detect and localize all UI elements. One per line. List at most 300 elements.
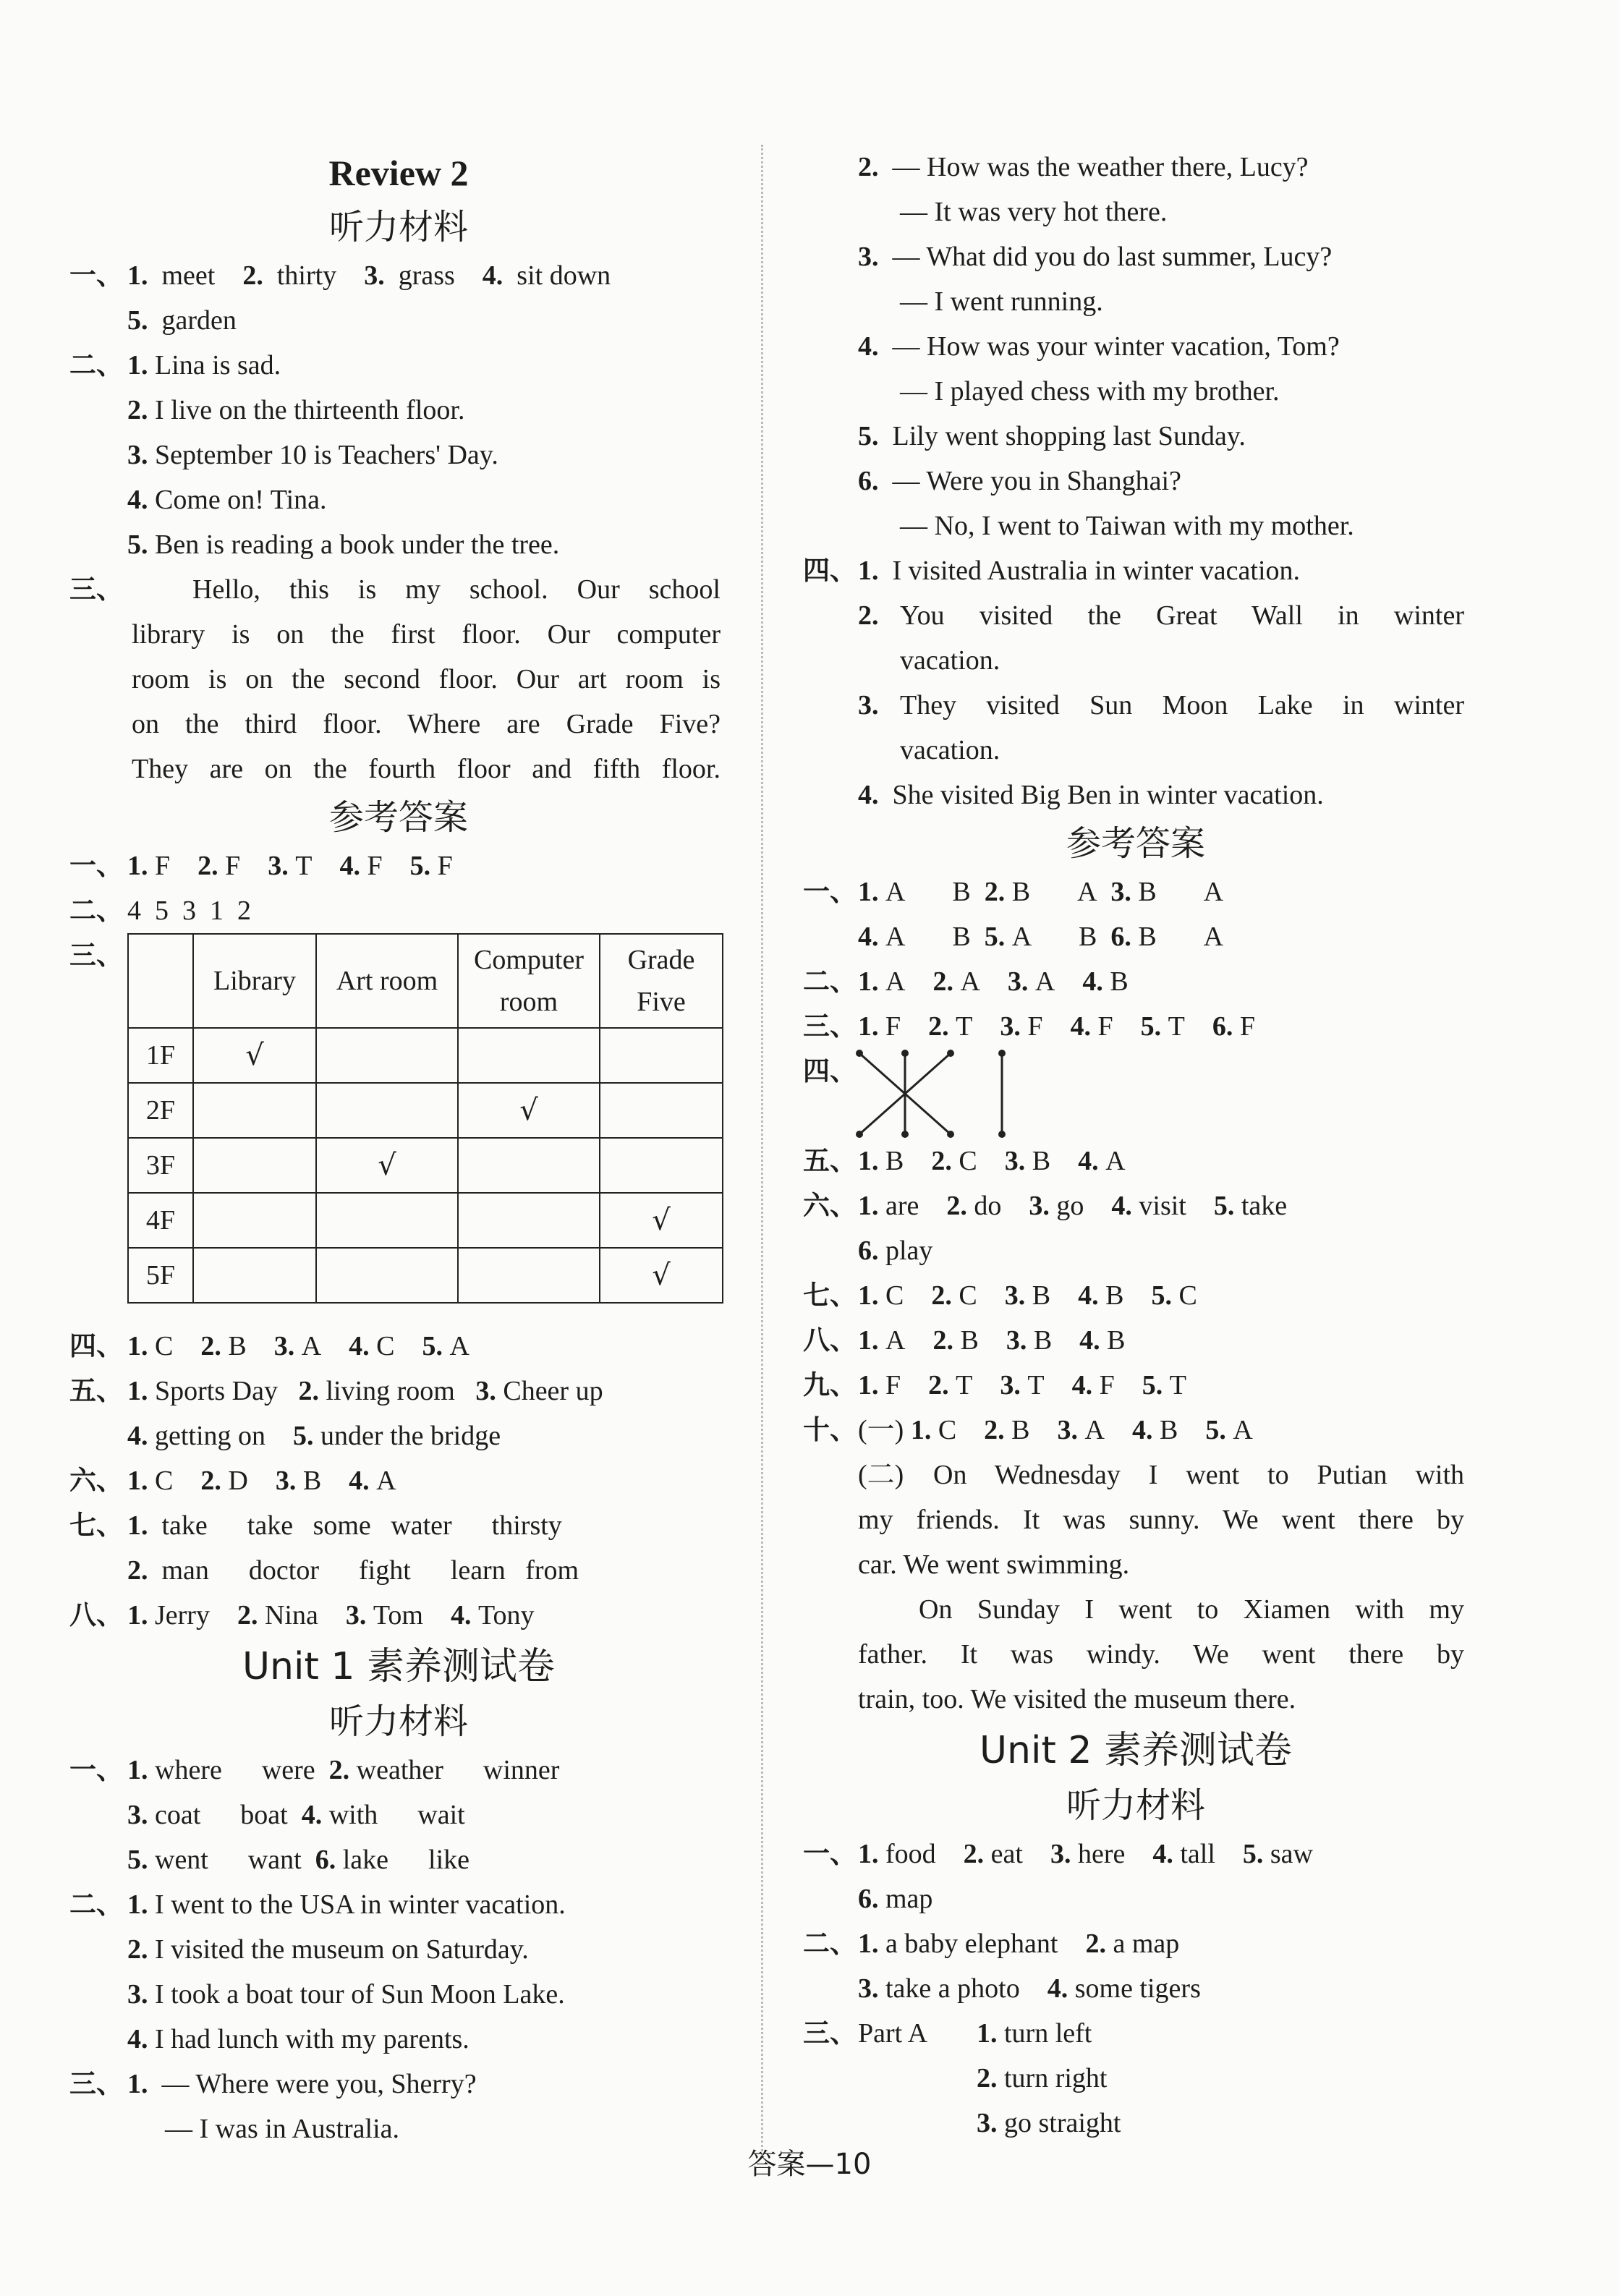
answer-4	[69, 1324, 728, 1369]
section-label: 二、	[803, 1928, 857, 1959]
section-3-line	[69, 702, 728, 747]
item-number: 2.	[858, 600, 879, 631]
answer-value: getting on	[155, 1421, 266, 1451]
section-label: 三、	[69, 574, 123, 605]
answer-value: go	[1056, 1191, 1084, 1221]
match-dot	[947, 1050, 954, 1057]
item-number: 3.	[1110, 877, 1131, 907]
check-cell	[193, 1138, 316, 1193]
match-dot	[947, 1131, 954, 1138]
table-row	[128, 1083, 723, 1138]
item-text: Ben is reading a book under the tree.	[155, 530, 560, 560]
item-number: 4.	[1082, 966, 1103, 997]
item-text: a map	[1113, 1929, 1180, 1959]
item-number: 4.	[1078, 1146, 1099, 1176]
answer-4	[803, 1049, 1469, 1139]
section-2-item	[69, 522, 728, 567]
answer-value: A B	[1011, 922, 1097, 952]
check-cell	[600, 1138, 723, 1193]
item-number: 6.	[858, 1236, 879, 1266]
answer-value: Tony	[477, 1600, 535, 1630]
item-number: 3.	[1007, 966, 1029, 997]
item-number: 5.	[984, 922, 1006, 952]
answer-value: T	[956, 1011, 973, 1042]
check-cell	[193, 1083, 316, 1138]
item-text: take a photo	[885, 1973, 1020, 2004]
item-text: eat	[990, 1839, 1023, 1869]
item-number: 6.	[1110, 922, 1131, 952]
answer-value: A	[449, 1331, 469, 1361]
section-4-item	[803, 548, 1469, 593]
item-number: 4.	[301, 1800, 323, 1830]
item-text: Lily went shopping last Sunday.	[892, 421, 1246, 451]
check-cell: √	[600, 1248, 723, 1303]
check-cell	[458, 1028, 600, 1083]
table-row	[128, 1138, 723, 1193]
answer-value: B	[1105, 1280, 1124, 1311]
item-text: You visited the Great Wall in winter	[900, 600, 1464, 631]
match-dot	[998, 1131, 1006, 1138]
item-number: 2.	[931, 1146, 952, 1176]
answer-1	[803, 869, 1469, 914]
answer-value: Tom	[373, 1600, 423, 1630]
table-header: Computer room	[458, 934, 600, 1028]
answer-1	[69, 843, 728, 888]
check-cell: √	[316, 1138, 458, 1193]
answer-value: T	[295, 851, 313, 881]
item-number: 2.	[328, 1755, 350, 1785]
answer-5	[803, 1139, 1469, 1183]
answer-value: F	[1099, 1370, 1115, 1400]
answer-value: 4 5 3 1 2	[127, 896, 251, 926]
answer-value: F	[1097, 1011, 1113, 1042]
unit1-listening-title: 听力材料	[328, 1701, 468, 1742]
answer-value: Nina	[264, 1600, 318, 1630]
item-text: Lina is sad.	[155, 350, 281, 380]
item-number: 2.	[977, 2063, 998, 2093]
answer-3	[69, 933, 728, 1324]
section-4-item-cont	[803, 638, 1469, 683]
section-label: 八、	[803, 1325, 857, 1356]
answer-value: play	[885, 1236, 933, 1266]
check-cell	[316, 1248, 458, 1303]
column-divider	[761, 145, 763, 2156]
floor-cell: 5F	[128, 1248, 193, 1303]
dialog-question: — How was the weather there, Lucy?	[892, 152, 1309, 182]
item-text: with wait	[328, 1800, 465, 1830]
item-number: 1.	[858, 1280, 879, 1311]
item-number: 3.	[1004, 1280, 1026, 1311]
item-text: They visited Sun Moon Lake in winter	[900, 690, 1464, 720]
item-number: 2.	[197, 851, 218, 881]
section-1	[69, 253, 728, 298]
item-number: 6.	[858, 1884, 879, 1914]
answer-value: B	[1032, 1280, 1051, 1311]
section-label: 八、	[69, 1599, 123, 1630]
item-number: 3.	[475, 1376, 496, 1406]
section-label: 一、	[69, 1754, 123, 1785]
item-number: 3.	[1050, 1839, 1071, 1869]
item-text: vacation.	[900, 735, 1000, 765]
answer-6	[803, 1183, 1469, 1228]
dialog-question: — Where were you, Sherry?	[161, 2069, 477, 2099]
dialog-answer: — I went running.	[900, 286, 1103, 317]
item-text: sit down	[517, 260, 611, 291]
item-number: 2.	[298, 1376, 319, 1406]
item-text: go straight	[1004, 2108, 1121, 2138]
item-number: 4.	[1070, 1011, 1091, 1042]
answer-value: B	[885, 1146, 904, 1176]
item-number: 3.	[1004, 1146, 1026, 1176]
item-number: 6.	[315, 1845, 336, 1875]
answers-title: 参考答案	[328, 797, 468, 838]
item-number: 4.	[858, 780, 879, 810]
item-number: 5.	[1142, 1370, 1163, 1400]
item-number: 1.	[127, 851, 148, 881]
item-text: went want	[155, 1845, 302, 1875]
item-number: 4.	[858, 331, 879, 362]
floor-cell: 4F	[128, 1193, 193, 1248]
floor-cell: 2F	[128, 1083, 193, 1138]
item-number: 4.	[1078, 1280, 1099, 1311]
answer-value: F	[225, 851, 241, 881]
answer-value: B	[1107, 1325, 1126, 1356]
dialog-answer: — It was very hot there.	[900, 197, 1168, 227]
answer-value: A	[301, 1331, 322, 1361]
item-number: 2.	[200, 1331, 221, 1361]
answer-value: take take some water thirsty	[161, 1510, 562, 1541]
answer-10-passage	[803, 1632, 1469, 1677]
answer-value: take	[1241, 1191, 1288, 1221]
answer-value: A B	[885, 922, 971, 952]
passage-line: car. We went swimming.	[858, 1549, 1130, 1580]
item-number: 1.	[858, 877, 879, 907]
item-number: 2.	[242, 260, 263, 291]
answer-value: A	[1034, 966, 1055, 997]
dialog-question: — What did you do last summer, Lucy?	[892, 242, 1333, 272]
answer-5-cont	[69, 1413, 728, 1458]
item-text: map	[885, 1884, 933, 1914]
item-number: 2.	[200, 1466, 221, 1496]
dialog-item-answer	[803, 503, 1469, 548]
item-number: 1.	[858, 1370, 879, 1400]
check-cell	[600, 1083, 723, 1138]
answer-6	[69, 1458, 728, 1503]
answer-value: A	[376, 1466, 396, 1496]
section-label: 六、	[69, 1465, 123, 1496]
item-number: 3.	[268, 851, 289, 881]
item-number: 4.	[1131, 1415, 1153, 1445]
answer-value: C	[155, 1466, 174, 1496]
item-number: 1.	[127, 2069, 148, 2099]
item-text: food	[885, 1839, 936, 1869]
answer-10-passage	[803, 1542, 1469, 1587]
item-number: 1.	[127, 1376, 148, 1406]
item-number: 1.	[127, 350, 148, 380]
answer-value: B	[1159, 1415, 1178, 1445]
check-cell	[458, 1138, 600, 1193]
item-number: 5.	[127, 305, 148, 336]
answer-value: A	[1105, 1146, 1126, 1176]
answer-9	[803, 1363, 1469, 1408]
answer-2	[803, 959, 1469, 1004]
answer-value: C	[155, 1331, 174, 1361]
item-number: 1.	[127, 1331, 148, 1361]
section-4-item	[803, 683, 1469, 728]
check-cell	[316, 1083, 458, 1138]
item-number: 3.	[127, 1979, 148, 2010]
check-cell	[193, 1193, 316, 1248]
answer-6-cont	[803, 1228, 1469, 1273]
section-label: 一、	[803, 876, 857, 907]
section-label: 二、	[69, 349, 123, 380]
item-number: 2.	[928, 1370, 949, 1400]
passage-line: on the third floor. Where are Grade Five?	[132, 709, 721, 739]
answer-3	[803, 1004, 1469, 1049]
item-number: 1.	[127, 260, 148, 291]
answer-value: T	[1169, 1370, 1186, 1400]
item-number: 3.	[273, 1331, 295, 1361]
item-number: 4.	[349, 1466, 370, 1496]
item-number: 2.	[858, 152, 879, 182]
answer-value: Cheer up	[503, 1376, 603, 1406]
table-corner	[128, 934, 193, 1028]
item-number: 2.	[127, 1555, 148, 1586]
answer-value: D	[228, 1466, 248, 1496]
item-number: 4.	[1071, 1370, 1093, 1400]
answer-value: B	[1032, 1146, 1051, 1176]
item-number: 2.	[932, 1325, 953, 1356]
dialog-item-answer	[803, 369, 1469, 414]
item-number: 4.	[1047, 1973, 1068, 2004]
item-text: I took a boat tour of Sun Moon Lake.	[155, 1979, 565, 2010]
item-number: 4.	[1079, 1325, 1100, 1356]
unit2-section-2-cont	[803, 1966, 1469, 2011]
item-number: 3.	[1000, 1011, 1021, 1042]
answer-value: are	[885, 1191, 919, 1221]
floor-table	[127, 933, 723, 1304]
answer-value: B	[228, 1331, 247, 1361]
item-number: 3.	[1029, 1191, 1050, 1221]
passage-line: my friends. It was sunny. We went there by	[858, 1505, 1464, 1535]
dialog-item	[803, 234, 1469, 279]
item-number: 1.	[858, 1839, 879, 1869]
unit1-section-2-item	[69, 1927, 728, 1972]
dialog-item-answer	[803, 279, 1469, 324]
dialog-item	[803, 145, 1469, 190]
section-label: 四、	[69, 1330, 123, 1361]
section-4-item	[803, 773, 1469, 817]
match-dot	[998, 1050, 1006, 1057]
section-3-line	[69, 612, 728, 657]
section-label: 七、	[69, 1510, 123, 1541]
section-2-item	[69, 433, 728, 477]
answer-2	[69, 888, 728, 933]
item-number: 1.	[977, 2018, 998, 2049]
part-label: Part A	[858, 2018, 928, 2049]
answer-value: F	[1027, 1011, 1043, 1042]
dialog-question: — How was your winter vacation, Tom?	[892, 331, 1340, 362]
unit1-section-2-item	[69, 2017, 728, 2062]
item-number: 3.	[127, 440, 148, 470]
answer-value: F	[885, 1370, 901, 1400]
answer-7	[69, 1503, 728, 1548]
passage-line: train, too. We visited the museum there.	[858, 1684, 1296, 1714]
item-text: September 10 is Teachers' Day.	[155, 440, 498, 470]
item-number: 1.	[127, 1466, 148, 1496]
item-text: grass	[398, 260, 455, 291]
item-number: 4.	[450, 1600, 472, 1630]
item-number: 2.	[984, 877, 1006, 907]
item-number: 4.	[339, 851, 360, 881]
answer-value: T	[1027, 1370, 1045, 1400]
unit1-section-2-item	[69, 1882, 728, 1927]
match-dot	[901, 1050, 909, 1057]
right-column	[803, 145, 1469, 2146]
answer-value: C	[959, 1280, 977, 1311]
section-label: 三、	[69, 2068, 123, 2099]
item-number: 2.	[931, 1280, 952, 1311]
item-number: 1.	[858, 966, 879, 997]
floor-cell: 1F	[128, 1028, 193, 1083]
table-row	[128, 1028, 723, 1083]
item-text: turn left	[1004, 2018, 1092, 2049]
item-number: 6.	[858, 466, 879, 496]
check-cell	[193, 1248, 316, 1303]
answer-value: B	[1033, 1325, 1053, 1356]
section-label: 三、	[69, 940, 123, 971]
item-text: where were	[155, 1755, 315, 1785]
item-number: 3.	[1000, 1370, 1021, 1400]
answer-value: under the bridge	[320, 1421, 501, 1451]
answer-value: B	[1011, 1415, 1030, 1445]
check-cell	[316, 1193, 458, 1248]
section-3-line	[69, 567, 728, 612]
item-number: 4.	[349, 1331, 370, 1361]
answer-value: C	[959, 1146, 977, 1176]
answer-value: man doctor fight learn from	[161, 1555, 579, 1586]
item-number: 1.	[858, 1929, 879, 1959]
item-text: I visited Australia in winter vacation.	[892, 556, 1301, 586]
answer-value: T	[1168, 1011, 1185, 1042]
item-number: 1.	[858, 1325, 879, 1356]
dialog-item	[803, 414, 1469, 459]
item-number: 4.	[127, 1421, 148, 1451]
answer-value: do	[974, 1191, 1002, 1221]
answer-value: F	[155, 851, 171, 881]
item-text: I went to the USA in winter vacation.	[155, 1889, 566, 1920]
item-number: 1.	[858, 1011, 879, 1042]
check-cell	[600, 1028, 723, 1083]
item-number: 1.	[127, 1755, 148, 1785]
item-text: meet	[161, 260, 216, 291]
match-dot	[856, 1050, 863, 1057]
item-number: 4.	[127, 2024, 148, 2054]
answer-8	[803, 1318, 1469, 1363]
item-number: 5.	[1140, 1011, 1162, 1042]
unit1-section-3	[69, 2062, 728, 2106]
dialog-answer: — No, I went to Taiwan with my mother.	[900, 511, 1354, 541]
section-label: 二、	[69, 1889, 123, 1920]
answer-value: B A	[1011, 877, 1097, 907]
answer-value: Sports Day	[155, 1376, 278, 1406]
section-label: 三、	[803, 2017, 857, 2049]
item-text: coat boat	[155, 1800, 288, 1830]
item-text: turn right	[1004, 2063, 1108, 2093]
section-label: 一、	[69, 260, 123, 291]
item-number: 3.	[127, 1800, 148, 1830]
section-label: 六、	[803, 1190, 857, 1221]
item-number: 3.	[345, 1600, 367, 1630]
match-dot	[856, 1131, 863, 1138]
dialog-answer: — I was in Australia.	[165, 2114, 400, 2144]
answer-value: F	[1239, 1011, 1255, 1042]
dialog-item	[803, 459, 1469, 503]
item-number: 5.	[858, 421, 879, 451]
item-text: garden	[161, 305, 237, 336]
item-number: 2.	[1085, 1929, 1106, 1959]
item-number: 3.	[858, 1973, 879, 2004]
section-3-line	[69, 657, 728, 702]
item-number: 2.	[237, 1600, 258, 1630]
section-label: 二、	[803, 966, 857, 997]
answer-8	[69, 1593, 728, 1638]
answer-value: A	[960, 966, 980, 997]
item-number: 5.	[127, 530, 148, 560]
item-number: 5.	[293, 1421, 314, 1451]
item-number: 5.	[422, 1331, 443, 1361]
item-text: some tigers	[1074, 1973, 1201, 2004]
item-number: 3.	[858, 242, 879, 272]
section-label: 一、	[69, 850, 123, 881]
section-label: 一、	[803, 1838, 857, 1869]
check-cell	[316, 1028, 458, 1083]
item-number: 1.	[127, 1510, 148, 1541]
item-text: Come on! Tina.	[155, 485, 327, 515]
item-number: 2.	[984, 1415, 1005, 1445]
item-number: 5.	[1205, 1415, 1226, 1445]
item-text: tall	[1180, 1839, 1215, 1869]
answer-7	[803, 1273, 1469, 1318]
unit2-section-1	[803, 1832, 1469, 1876]
page-footer: 答案—10	[747, 2148, 872, 2181]
unit2-title: Unit 2 素养测试卷	[980, 1729, 1292, 1772]
answer-7-cont	[69, 1548, 728, 1593]
answer-value: C	[885, 1280, 904, 1311]
item-number: 5.	[127, 1845, 148, 1875]
section-label: 五、	[803, 1145, 857, 1176]
sub-label: (二)	[858, 1460, 904, 1490]
item-text: She visited Big Ben in winter vacation.	[892, 780, 1324, 810]
answer-10	[803, 1408, 1469, 1453]
passage-line: On Wednesday I went to Putian with	[933, 1460, 1464, 1490]
floor-cell: 3F	[128, 1138, 193, 1193]
answer-5	[69, 1369, 728, 1413]
table-header: Grade Five	[600, 934, 723, 1028]
dialog-answer: — I played chess with my brother.	[900, 376, 1280, 407]
answer-value: B	[1110, 966, 1129, 997]
sub-label: (一)	[858, 1415, 904, 1445]
passage-line: They are on the fourth floor and fifth floor.	[132, 754, 721, 784]
listening-title: 听力材料	[328, 207, 468, 247]
item-number: 3.	[977, 2108, 998, 2138]
item-number: 4.	[1111, 1191, 1132, 1221]
dialog-item	[803, 324, 1469, 369]
answer-value: visit	[1139, 1191, 1186, 1221]
item-number: 1.	[127, 1600, 148, 1630]
passage-line: room is on the second floor. Our art room is	[132, 664, 721, 694]
item-number: 1.	[858, 1191, 879, 1221]
